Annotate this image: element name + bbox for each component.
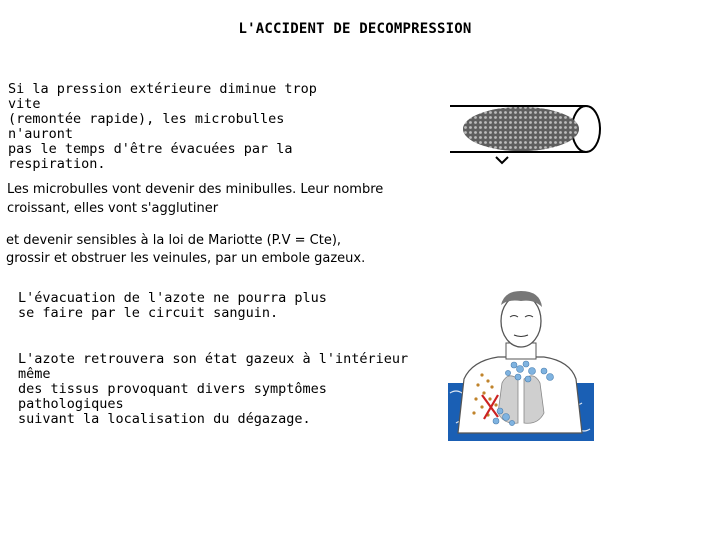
blood-vessel-illustration [448, 100, 608, 166]
page-title: L'ACCIDENT DE DECOMPRESSION [238, 21, 472, 37]
paragraph-rapid-ascent: Si la pression extérieure diminue trop vite (remontée rapide), les microbulles n'auront pas le temps d'être évacuées par la respiration. [8, 81, 317, 172]
paragraph-nitrogen-evacuation: L'évacuation de l'azote ne pourra plus se faire par le circuit sanguin. [18, 290, 327, 321]
paragraph-mariotte-law: et devenir sensibles à la loi de Mariotte (P.V = Cte), grossir et obstruer les veinules, par un embole gazeux. [6, 233, 366, 266]
diver-body [458, 291, 582, 433]
diver-illustration [448, 283, 594, 441]
paragraph-nitrogen-gas-state: L'azote retrouvera son état gazeux à l'intérieur même des tissus provoquant divers symptômes pathologiques suivant la localisation du dégazage. [18, 351, 409, 427]
chevron-down-icon [496, 157, 508, 163]
paragraph-minibubbles: Les microbulles vont devenir des minibulles. Leur nombre croissant, elles vont s'agglutiner [7, 182, 384, 216]
bubble-cluster [463, 107, 579, 151]
